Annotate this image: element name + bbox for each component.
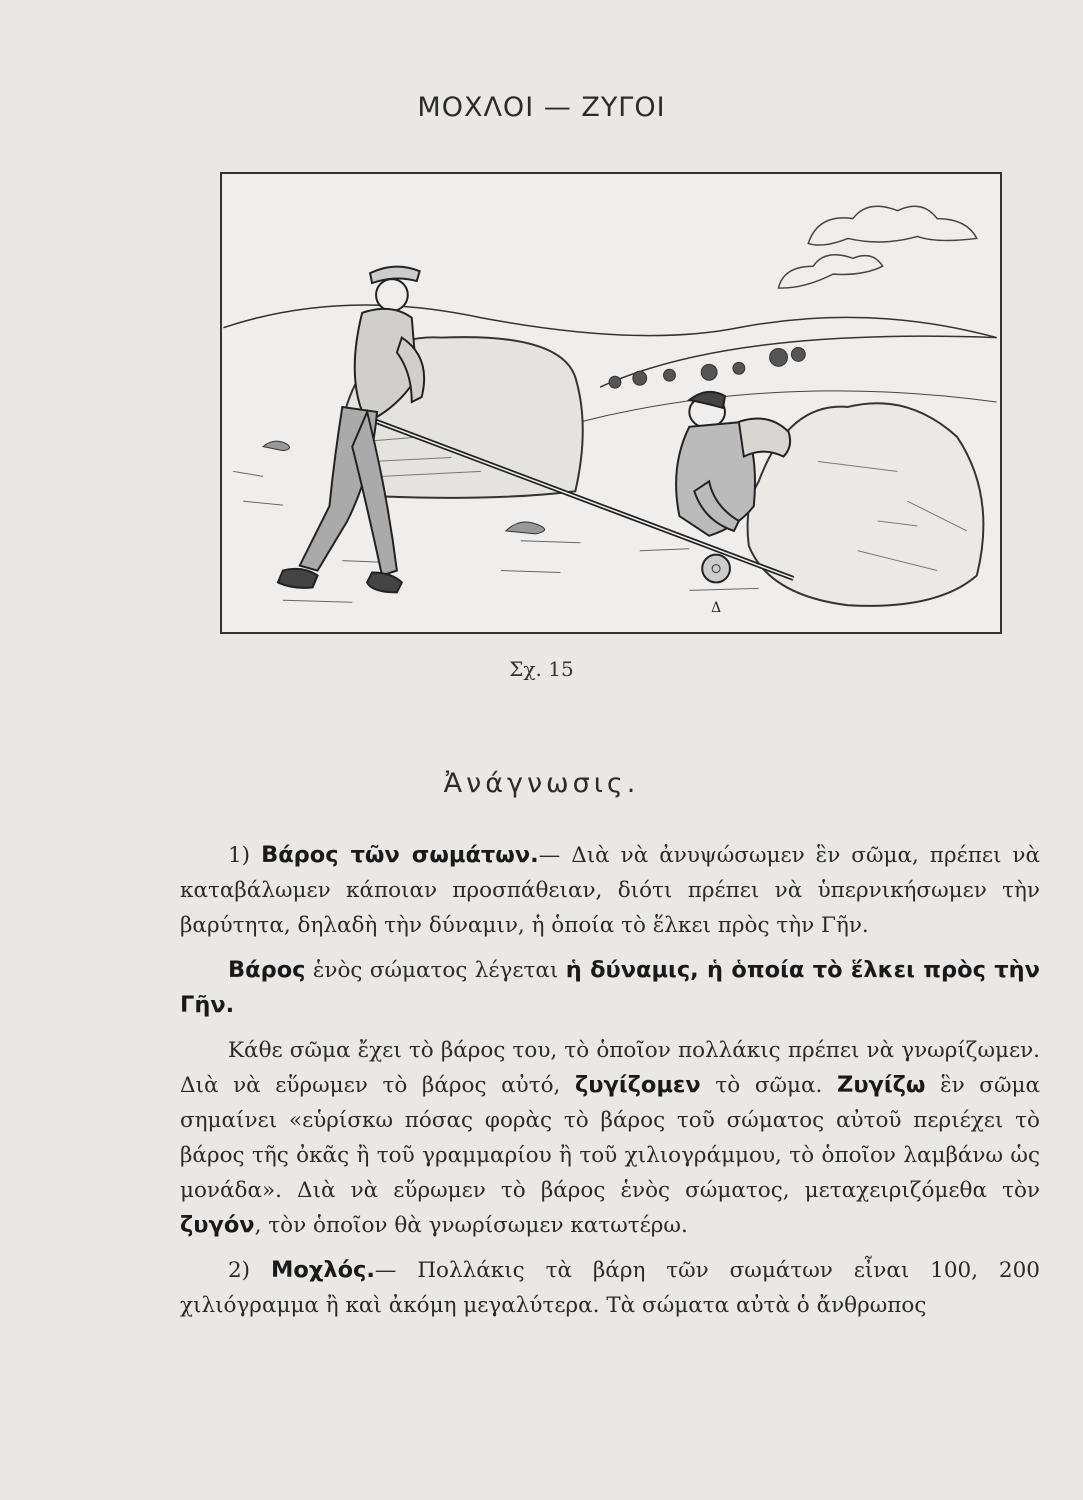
bold-definition: ἡ δύναμις, ἡ ὁποία τὸ ἕλκει πρὸς τὴν Γῆν. [180,957,1041,1018]
fulcrum-label: Δ [711,600,722,617]
bold-term: ζυγίζομεν [575,1072,701,1098]
paragraph-text: , τὸν ὁποῖον θὰ γνωρίσωμεν κατωτέρω. [254,1213,688,1238]
paragraph-text: Κάθε σῶμα ἔχει τὸ βάρος του, τὸ ὁποῖον πολλάκις πρέπει νὰ γνωρίζωμεν. Διὰ νὰ εὕρωμεν τὸ βάρος αὐτό, [180,1038,1040,1098]
paragraph [180,953,1040,1023]
bold-term: ζυγόν [180,1212,255,1238]
item-number: 2) [228,1258,251,1283]
paragraph-text: Πολλάκις τὰ βάρη τῶν σωμάτων εἶναι 100, 200 χιλιόγραμμα ἢ καὶ ἀκόμη μεγαλύτερα. Τὰ σώματα αὐτὰ ὁ ἄνθρωπος [180,1258,1040,1318]
page-title: ΜΟΧΛΟΙ — ΖΥΓΟΙ [417,92,666,123]
figure-caption: Σχ. 15 [509,657,574,681]
section-heading: Ἀνάγνωσις. [443,768,640,799]
item-number: 1) [228,843,251,868]
paragraph-heading: Μοχλός. [270,1257,375,1283]
paragraph-text: τὸ σῶμα. [715,1073,823,1098]
paragraph-heading: Βάρος τῶν σωμάτων. [261,842,539,868]
paragraph-text: Διὰ νὰ ἀνυψώσωμεν ἓν σῶμα, πρέπει νὰ καταβάλωμεν κάποιαν προσπάθειαν, διότι πρέπει νὰ ὑπερνικήσωμεν τὴν βαρύτητα, δηλαδὴ τὴν δύναμιν, ἡ ὁποία τὸ ἕλκει πρὸς τὴν Γῆν. [180,843,1040,938]
body-text [180,838,1040,1323]
paragraph [180,838,1040,943]
dash: — [538,843,561,868]
bold-term: Βάρος [228,957,306,983]
fulcrum-log [702,555,730,583]
paragraph [180,1033,1040,1243]
lever-illustration [220,172,1002,634]
bold-term: Ζυγίζω [837,1072,926,1098]
cloud [808,206,977,245]
dash: — [374,1258,397,1283]
paragraph [180,1253,1040,1323]
paragraph-text: ἑνὸς σώματος λέγεται [312,958,559,983]
paragraph-text: ἓν σῶμα σημαίνει «εὑρίσκω πόσας φορὰς τὸ βάρος τοῦ σώματος αὐτοῦ περιέχει τὸ βάρος τῆς ὀκᾶς ἢ τοῦ γραμμαρίου ἢ τοῦ χιλιογράμμου, τὸ ὁποῖον λαμβάνω ὡς μονάδα». Διὰ νὰ εὕρωμεν τὸ βάρος ἑνὸς σώματος, μεταχειριζόμεθα τὸν [180,1073,1040,1203]
cloud [779,255,883,288]
